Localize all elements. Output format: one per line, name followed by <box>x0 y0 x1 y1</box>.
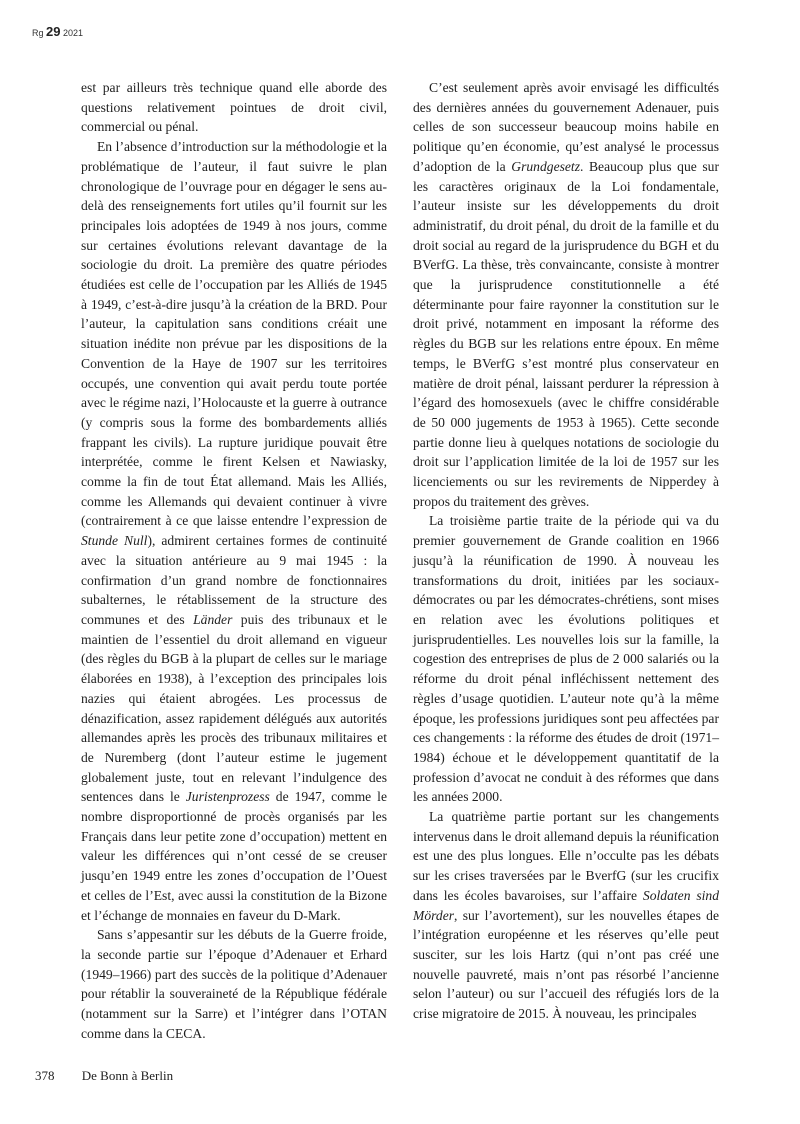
text-run: est par ailleurs très technique quand elle aborde des questions relativement pointues de droit civil, commercial ou pénal. <box>81 80 387 135</box>
paragraph <box>81 78 387 137</box>
page-footer <box>35 1068 173 1084</box>
italic-term: Soldaten sind Mörder <box>413 887 719 923</box>
paragraph <box>81 925 387 1043</box>
text-run: En l’absence d’introduction sur la méthodologie et la problématique de l’auteur, il faut suivre le plan chronologique de l’ouvrage pour en dégager le sens au-delà des renseignements fort utiles qu’il fournit sur les principales lois adoptées de 1949 à nos jours, comme sur certaines évolutions relevant davantage de la sociologie du droit. La première des quatre périodes étudiées est celle de l’occupation par les Alliés de 1945 à 1949, c’est-à-dire jusqu’à la création de la BRD. Pour l’auteur, la capitulation sans conditions créait une situation inédite non prévue par les dispositions de la Convention de la Haye de 1907 sur les territoires occupés, une convention qui avait perdu toute portée avec le régime nazi, l’Holocauste et la guerre à outrance (y compris sous la forme des bombardements alliés frappant les civils). La rupture juridique pouvait être interprétée, comme le firent Kelsen et Nawiasky, comme la fin de tout État allemand. Mais les Alliés, comme les Allemands qui devaient continuer à vivre (contrairement à ce que laisse entendre l’expression de <box>81 139 387 529</box>
italic-term: Grundgesetz <box>511 158 581 174</box>
italic-term: Stunde Null <box>81 533 148 549</box>
journal-abbrev: Rg <box>32 28 44 38</box>
right-column <box>413 78 719 1024</box>
running-title: De Bonn à Berlin <box>81 1068 174 1083</box>
text-run: C’est seulement après avoir envisagé les difficultés des dernières années du gouvernement Adenauer, puis celles de son successeur beaucoup moins habile en politique qu’en économie, qu’est analysé le processus d’adoption de la <box>413 80 719 174</box>
text-run: de 1947, comme le nombre disproportionné de procès organisés par les Français dans leur petite zone d’occupation) mettent en valeur les différences qui n’ont cessé de se creuser jusqu’en 1949 entre les zones d’occupation de l’Ouest et celles de l’Est, avec aussi la constitution de la Bizone et l’échange de monnaies en faveur du D-Mark. <box>81 789 387 923</box>
text-run: puis des tribunaux et le maintien de l’essentiel du droit allemand en vigueur (des règles du BGB à la plupart de celles sur le mariage élaborées en 1938), à l’exception des principales lois nazies qui étaient abrogées. Les processus de dénazification, assez rapidement délégués aux autorités allemandes après les procès des tribunaux militaires et de Nuremberg (dont l’auteur estime le jugement globalement juste, tout en relevant l’indulgence des sentences dans le <box>81 611 387 805</box>
text-run: . Beaucoup plus que sur les caractères originaux de la Loi fondamentale, l’auteur insiste sur les développements du droit administratif, du droit pénal, du droit de la famille et du droit social au regard de la jurisprudence du BGH et du BVerfG. La thèse, très convaincante, consiste à montrer que la jurisprudence constitutionnelle a été déterminante pour faire rayonner la constitution sur le droit privé, notamment en imposant la réforme des règles du BGB sur les relations entre époux. En même temps, le BVerfG s’est montré plus conservateur en matière de droit pénal, laissant perdurer la répression à l’égard des homosexuels (avec le chiffre considérable de 50 000 jugements de 1953 à 1965). Cette seconde partie donne lieu à quelques notations de sociologie du droit sur l’application limitée de la loi de 1957 sur les licenciements ou sur les revirements de Nipperdey à propos du traitement des grèves. <box>413 158 719 509</box>
running-header <box>32 24 83 39</box>
text-run: ), admirent certaines formes de continuité avec la situation antérieure au 9 mai 1945 : la confirmation d’un grand nombre de fonctionnaires subalternes, le rétablissement de la structure des communes et des <box>81 533 387 627</box>
page-number: 378 <box>35 1068 55 1083</box>
left-column <box>81 78 387 1043</box>
text-run: Sans s’appesantir sur les débuts de la Guerre froide, la seconde partie sur l’époque d’Adenauer et Erhard (1949–1966) part des succès de la politique d’Adenauer pour rétablir la souveraineté de la République fédérale (notamment sur la Sarre) et l’intégrer dans l’OTAN comme dans la CECA. <box>81 927 387 1041</box>
paragraph <box>413 78 719 511</box>
italic-term: Länder <box>193 611 233 627</box>
paragraph <box>413 807 719 1024</box>
text-run: La quatrième partie portant sur les changements intervenus dans le droit allemand depuis la réunification est une des plus longues. Elle n’occulte pas les débats sur les crises traversées par le BverfG (sur les crucifix dans les écoles bavaroises, sur l’affaire <box>413 809 719 903</box>
paragraph <box>81 137 387 925</box>
italic-term: Juristenprozess <box>185 789 270 805</box>
volume-number: 29 <box>46 24 61 39</box>
text-run: , sur l’avortement), sur les nouvelles étapes de l’intégration européenne et les réserves qu’elle peut susciter, sur les lois Hartz (qui n’ont pas créé une nouvelle pauvreté, mais n’ont pas résorbé l’ancienne selon l’auteur) ou sur l’accueil des réfugiés lors de la crise migratoire de 2015. À nouveau, les principales <box>413 907 719 1022</box>
journal-year: 2021 <box>63 28 84 38</box>
paragraph <box>413 511 719 807</box>
text-run: La troisième partie traite de la période qui va du premier gouvernement de Grande coalition en 1966 jusqu’à la réunification de 1990. À nouveau les transformations du droit, initiées par les sociaux-démocrates ou par les démocrates-chrétiens, sont mises en relation avec les évolutions politiques et jurisprudentielles. Les nouvelles lois sur la famille, la cogestion des entreprises de plus de 2 000 salariés ou la réforme du droit pénal infléchissent nettement des règles d’usage quotidien. L’auteur note qu’à la même époque, les professions juridiques sont peu affectées par ces changements : la réforme des études de droit (1971–1984) échoue et le développement quantitatif de la profession d’avocat ne conduit à des réformes que dans les années 2000. <box>413 513 719 805</box>
